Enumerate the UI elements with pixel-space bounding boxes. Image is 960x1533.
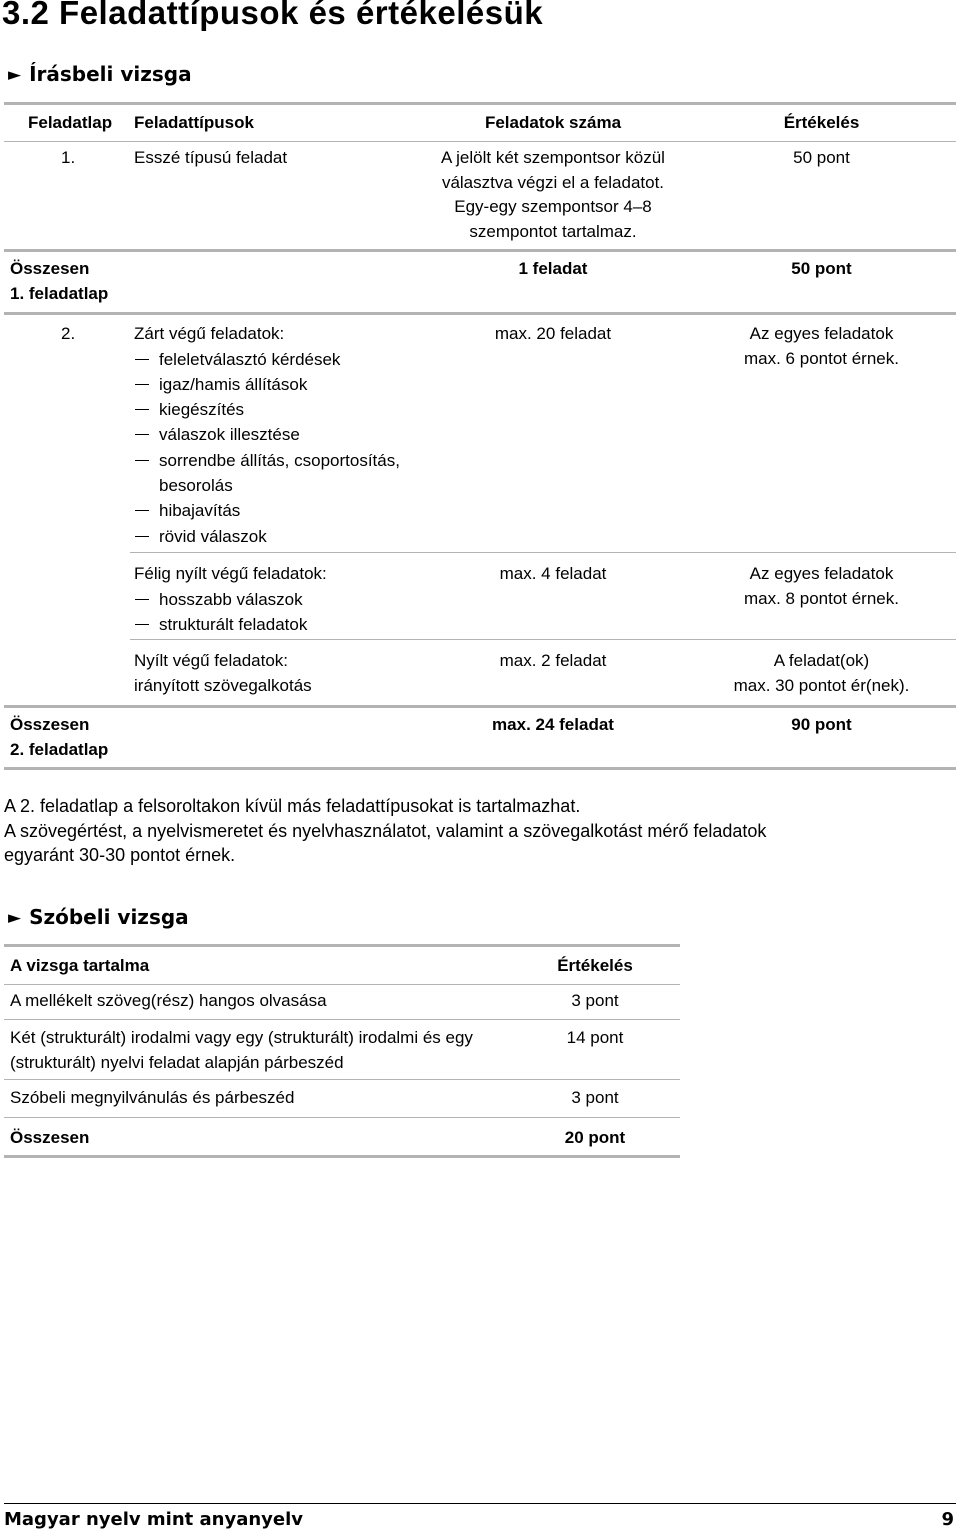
table-rule [4,1079,680,1080]
page-number: 9 [941,1509,954,1530]
table-rule [4,1155,680,1158]
table-rule [4,141,956,142]
open-tasks-title: Nyílt végű feladatok: [134,651,289,670]
semi-open-count: max. 4 feladat [499,564,607,583]
row1-score: 50 pont [793,148,850,167]
total2-label: Összesen 2. feladatlap [10,715,109,759]
oral-header-content: A vizsga tartalma [10,956,150,975]
list-item: hosszabb válaszok [134,587,327,612]
table-rule [4,102,956,105]
total1-count: 1 feladat [518,259,588,278]
footer-rule [4,1503,956,1504]
semi-open-score: Az egyes feladatok max. 8 pontot érnek. [744,564,899,608]
row1-count: A jelölt két szempontsor közül választva végzi el a feladatot. Egy-egy szempontsor 4–8 szempontot tartalmaz. [441,148,665,241]
table-rule [130,552,956,553]
list-item: sorrendbe állítás, csoportosítás, [134,448,400,473]
note-line: egyaránt 30-30 pontot érnek. [4,845,236,865]
table-row: Két (strukturált) irodalmi vagy egy (strukturált) irodalmi és egy (strukturált) nyelvi feladat alapján párbeszéd [10,1028,473,1072]
list-item: rövid válaszok [134,524,400,549]
total1-label: Összesen 1. feladatlap [10,259,109,303]
triangle-right-icon: ► [8,908,22,928]
written-exam-heading-label: Írásbeli vizsga [29,62,192,86]
header-score: Értékelés [783,113,860,132]
note-line: A 2. feladatlap a felsoroltakon kívül más feladattípusokat is tartalmazhat. [4,796,581,816]
oral-total-score: 20 pont [564,1128,626,1147]
page-title: 3.2 Feladattípusok és értékelésük [2,0,544,31]
closed-tasks-list [134,347,400,549]
table-rule [130,639,956,640]
list-item: kiegészítés [134,397,400,422]
open-count: max. 2 feladat [499,651,607,670]
list-item: besorolás [159,475,233,495]
oral-exam-heading-label: Szóbeli vizsga [29,905,189,929]
table-rule [4,312,956,315]
open-tasks [134,649,312,698]
table-row: Szóbeli megnyilvánulás és párbeszéd [10,1088,295,1107]
list-item: igaz/hamis állítások [134,372,400,397]
open-score: A feladat(ok) max. 30 pontot ér(nek). [733,651,910,695]
open-tasks-subtitle: irányított szövegalkotás [134,675,312,695]
total1-score: 50 pont [791,259,852,278]
table-rule [4,705,956,708]
table-rule [4,984,680,985]
semi-open-tasks-title: Félig nyílt végű feladatok: [134,564,327,583]
semi-open-tasks-list [134,587,327,638]
closed-count: max. 20 feladat [494,324,612,343]
table-cell-score: 14 pont [566,1028,624,1047]
table-cell-score: 3 pont [571,1088,619,1107]
list-item: feleletválasztó kérdések [134,347,400,372]
row2-number: 2. [61,324,76,343]
table-row: A mellékelt szöveg(rész) hangos olvasása [10,991,327,1010]
list-item: válaszok illesztése [134,422,400,447]
row1-number: 1. [61,148,76,167]
note-line: A szövegértést, a nyelvismeretet és nyelvhasználatot, valamint a szövegalkotást mérő feladatok [4,820,767,841]
row1-type: Esszé típusú feladat [134,148,288,167]
list-item: strukturált feladatok [134,612,327,637]
closed-tasks [134,322,400,549]
header-sheet: Feladatlap [28,113,113,132]
oral-header-score: Értékelés [557,956,633,975]
header-types: Feladattípusok [134,113,254,132]
total2-score: 90 pont [791,715,852,734]
closed-tasks-title: Zárt végű feladatok: [134,324,285,343]
total2-count: max. 24 feladat [492,715,614,734]
written-exam-heading [8,62,192,86]
table-rule [4,1117,680,1118]
notes-paragraph [4,794,944,868]
table-rule [4,249,956,252]
semi-open-tasks [134,562,327,637]
table-rule [4,944,680,947]
header-count: Feladatok száma [484,113,622,132]
table-rule [4,767,956,770]
table-cell-score: 3 pont [571,991,619,1010]
triangle-right-icon: ► [8,65,22,85]
table-rule [4,1019,680,1020]
oral-total-label: Összesen [10,1128,90,1147]
list-item: hibajavítás [134,498,400,523]
footer-subject: Magyar nyelv mint anyanyelv [4,1509,304,1530]
closed-score: Az egyes feladatok max. 6 pontot érnek. [744,324,899,368]
oral-exam-heading [8,905,189,929]
